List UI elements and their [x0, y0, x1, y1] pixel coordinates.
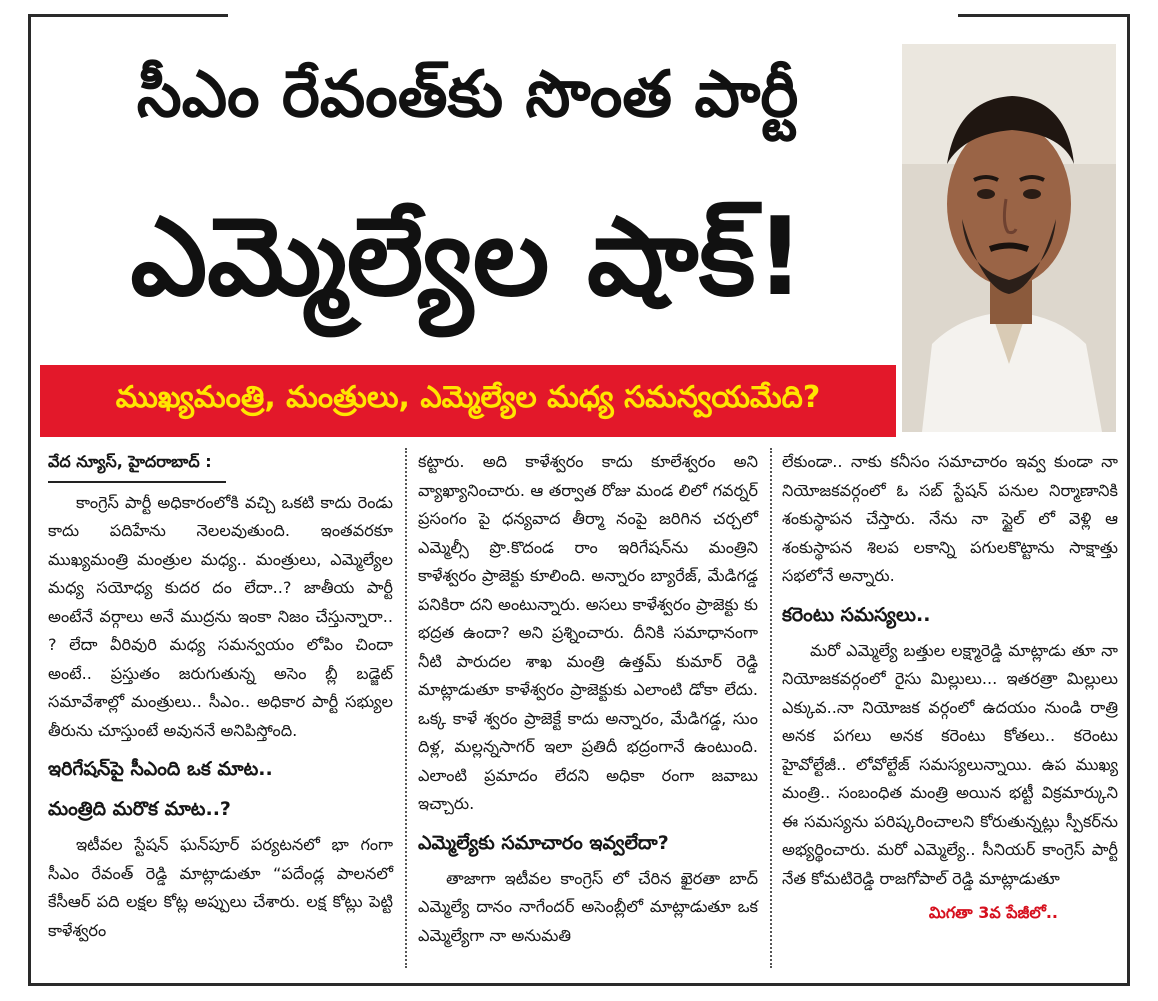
article-column-2 — [418, 448, 758, 956]
frame-top-right-border — [958, 14, 1130, 17]
column-divider-1 — [405, 448, 407, 968]
paragraph: లేకుండా.. నాకు కనీసం సమాచారం ఇవ్వ కుండా నా నియోజకవర్గంలో ఓ సబ్ స్టేషన్ పనుల నిర్మాణానికి శంకుస్థాపన చేస్తారు. నేను నా స్టైల్ లో వెళ్లి ఆ శంకుస్థాపన శిలప లకాన్ని పగులకొట్టాను సాక్షాత్తు సభలోనే అన్నారు. — [782, 452, 1118, 585]
article-column-3 — [782, 448, 1118, 928]
paragraph: మరో ఎమ్మెల్యే బత్తుల లక్ష్మారెడ్డి మాట్లాడు తూ నా నియోజకవర్గంలో రైసు మిల్లులు... ఇతరత్రా మిల్లులు ఎక్కువ..నా నియోజక వర్గంలో ఉదయం నుండి రాత్రి అనక పగలు అనక కరెంటు కోతలు.. కరెంటు హైవోల్టేజీ.. లోవోల్టేజ్ సమస్యలున్నాయి. ఉప ముఖ్య మంత్రి.. సంబంధిత మంత్రి అయిన భట్టీ విక్రమార్కుని ఈ సమస్యను పరిష్కరించాలని కోరుతున్నట్లు స్పీకర్‌ను అభ్యర్థించారు. మరో ఎమ్మెల్యే.. సీనియర్ కాంగ్రెస్ పార్టీ నేత కోమటిరెడ్డి రాజగోపాల్ రెడ్డి మాట్లాడుతూ — [782, 640, 1118, 888]
dateline-underline — [48, 481, 226, 483]
headline-line-2: ఎమ్మెల్యేల షాక్! — [130, 195, 805, 320]
section-subheading: కరెంటు సమస్యలు.. — [782, 603, 931, 626]
paragraph: కట్టారు. అది కాళేశ్వరం కాదు కూలేశ్వరం అని వ్యాఖ్యానించారు. ఆ తర్వాత రోజు మండ లిలో గవర్నర్ ప్రసంగం పై ధన్యవాద తీర్మా నంపై జరిగిన చర్చలో ఎమ్మెల్సీ ప్రొ.కొదండ రాం ఇరిగేషన్‌ను మంత్రిని కాళేశ్వరం ప్రాజెక్టు కూలింది. అన్నారం బ్యారేజ్, మేడిగడ్డ పనికిరా దని అంటున్నారు. అసలు కాళేశ్వరం ప్రాజెక్టు కు భద్రత ఉందా? అని ప్రశ్నించారు. దీనికి సమాధానంగా నీటి పారుదల శాఖ మంత్రి ఉత్తమ్ కుమార్ రెడ్డి మాట్లాడుతూ కాళేశ్వరం ప్రాజెక్టుకు ఎలాంటి డోకా లేదు. ఒక్క కాళే శ్వరం ప్రాజెక్టే కాదు అన్నారం, మేడిగడ్డ, సుం దిళ్ల, మల్లన్నసాగర్ ఇలా ప్రతిదీ భద్రంగానే ఉంటుంది. ఎలాంటి ప్రమాదం లేదని అధికా రంగా జవాబు ఇచ్చారు. — [418, 452, 758, 813]
paragraph: కాంగ్రెస్ పార్టీ అధికారంలోకి వచ్చి ఒకటి కాదు రెండు కాదు పదిహేను నెలలవుతుంది. ఇంతవరకూ ముఖ్యమంత్రి మంత్రుల మధ్య.. మంత్రులు, ఎమ్మెల్యేల మధ్య సయోధ్య కుదర దం లేదా..? జాతీయ పార్టీ అంటేనే వర్గాలు అనే ముద్రను ఇంకా నిజం చేస్తున్నారా.. ? లేదా వీరివురి మధ్య సమన్వయం లోపిం చిందా అంటే.. ప్రస్తుతం జరుగుతున్న అసెం బ్లీ బడ్జెట్ సమావేశాల్లో మంత్రులు.. సీఎం.. అధికార పార్టీ సభ్యుల తీరును చూస్తుంటే అవుననే అనిపిస్తోంది. — [48, 492, 393, 740]
frame-bottom-border — [28, 983, 1130, 986]
continued-on-page-note[interactable]: మిగతా 3వ పేజీలో.. — [928, 903, 1058, 922]
dateline: వేద న్యూస్, హైదరాబాద్ : — [48, 452, 212, 471]
frame-right-border — [1127, 14, 1130, 986]
subheadline-banner — [40, 365, 896, 437]
section-subheading: ఎమ్మెల్యేకు సమాచారం ఇవ్వలేదా? — [418, 831, 669, 854]
article-column-1 — [48, 448, 393, 951]
column-divider-2 — [770, 448, 772, 968]
section-subheading: ఇరిగేషన్‌పై సీఎంది ఒక మాట.. — [48, 758, 273, 780]
frame-top-left-border — [28, 14, 228, 17]
portrait-illustration — [902, 44, 1116, 432]
frame-left-border — [28, 14, 31, 986]
paragraph: ఇటీవల స్టేషన్ ఘన్‌పూర్ పర్యటనలో భా గంగా సీఎం రేవంత్ రెడ్డి మాట్లాడుతూ “పదేండ్ల పాలనలో కేసీఆర్ పది లక్షల కోట్ల అప్పులు చేశారు. లక్ష కోట్లు పెట్టి కాళేశ్వరం — [48, 835, 393, 940]
portrait-photo — [902, 44, 1116, 432]
subheadline-text: ముఖ్యమంత్రి, మంత్రులు, ఎమ్మెల్యేల మధ్య సమన్వయమేది? — [115, 380, 821, 415]
section-subheading: మంత్రిది మరొక మాట..? — [48, 798, 231, 820]
paragraph: తాజాగా ఇటీవల కాంగ్రెస్ లో చేరిన ఖైరతా బాద్ ఎమ్మెల్యే దానం నాగేందర్ అసెంబ్లీలో మాట్లాడుతూ ఒక ఎమ్మెల్యేగా నా అనుమతి — [418, 868, 758, 945]
headline-line-1: సీఎం రేవంత్‌కు సొంత పార్టీ — [136, 58, 799, 132]
